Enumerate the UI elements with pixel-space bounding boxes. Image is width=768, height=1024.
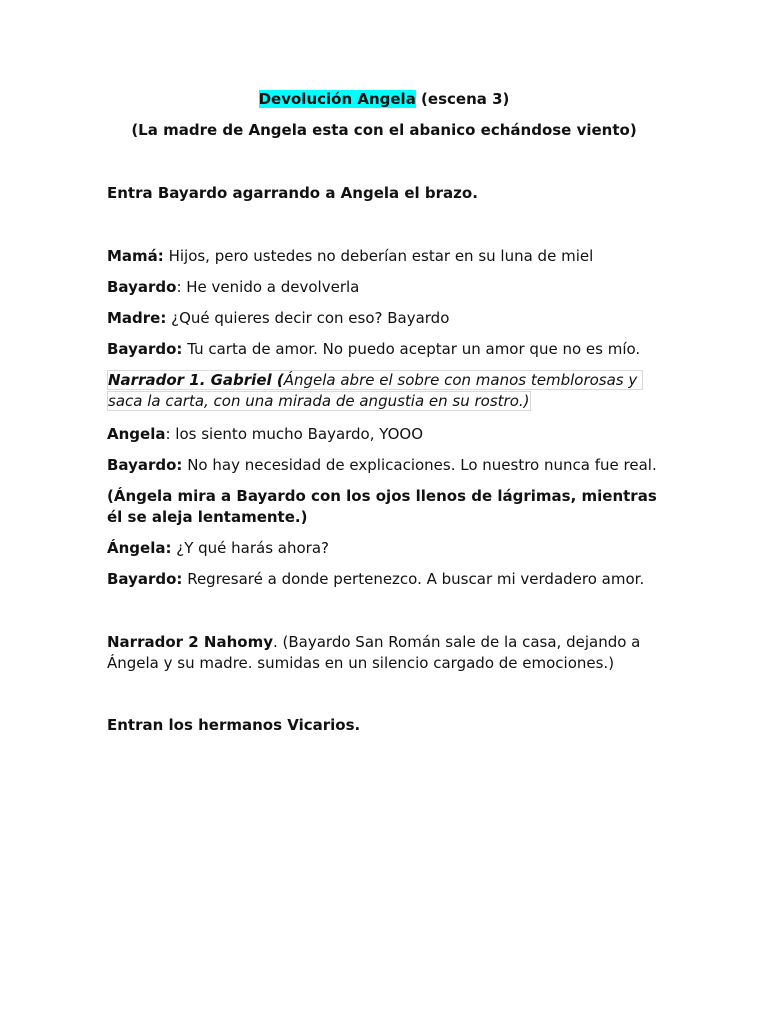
stage-direction-line2: él se aleja lentamente.): [107, 508, 308, 526]
dialogue-text: Regresaré a donde pertenezco. A buscar mi verdadero amor.: [182, 570, 645, 588]
dialogue-line: [107, 277, 667, 298]
speaker-name: Bayardo:: [107, 570, 183, 588]
speaker-name: Bayardo: [107, 278, 177, 296]
dialogue-line: [107, 455, 667, 476]
narrator-1-speaker: Narrador 1. Gabriel (: [108, 371, 284, 389]
dialogue-line: [107, 538, 667, 559]
subtitle: [107, 121, 661, 139]
narrator-1-line1: [107, 370, 643, 390]
page-title: [107, 90, 661, 108]
narrator-2-speaker: Narrador 2 Nahomy: [107, 633, 273, 651]
speaker-name: Bayardo:: [107, 456, 183, 474]
speaker-name: Bayardo:: [107, 340, 183, 358]
title-scene: (escena 3): [415, 90, 510, 108]
dialogue-line: [107, 339, 667, 360]
speaker-name: Madre:: [107, 309, 167, 327]
speaker-name: Mamá:: [107, 247, 164, 265]
speaker-name: Ángela:: [107, 539, 172, 557]
dialogue-line: [107, 569, 667, 590]
narrator-1-text1: Ángela abre el sobre con manos temblorosas y: [283, 371, 638, 389]
dialogue-text: No hay necesidad de explicaciones. Lo nuestro nunca fue real.: [182, 456, 657, 474]
dialogue-text: ¿Qué quieres decir con eso? Bayardo: [166, 309, 450, 327]
stage-direction-enter: [107, 183, 667, 204]
subtitle-text: (La madre de Angela esta con el abanico echándose viento): [131, 121, 637, 139]
dialogue-line: [107, 308, 667, 329]
narrator-2-text2: Ángela y su madre. sumidas en un silencio cargado de emociones.): [107, 654, 615, 672]
dialogue-text: ¿Y qué harás ahora?: [171, 539, 329, 557]
stage-direction-line1: (Ángela mira a Bayardo con los ojos llenos de lágrimas, mientras: [107, 487, 657, 505]
narrator-1-line2: [107, 391, 531, 411]
narrator-2: [107, 632, 667, 674]
stage-direction: [107, 486, 667, 528]
dialogue-text: : los siento mucho Bayardo, YOOO: [165, 425, 424, 443]
narrator-1-text2: saca la carta, con una mirada de angustia en su rostro.): [108, 392, 530, 410]
title-highlighted: Devolución Angela: [258, 90, 416, 108]
dialogue-text: : He venido a devolverla: [176, 278, 360, 296]
dialogue-line: [107, 424, 667, 445]
dialogue-line: [107, 246, 667, 267]
dialogue-text: Tu carta de amor. No puedo aceptar un amor que no es mío.: [182, 340, 641, 358]
narrator-2-text1: . (Bayardo San Román sale de la casa, dejando a: [272, 633, 641, 651]
stage-enter-text: Entra Bayardo agarrando a Angela el brazo.: [107, 184, 478, 202]
stage-direction-enter-brothers: [107, 715, 667, 736]
stage-enter-2-text: Entran los hermanos Vicarios.: [107, 716, 361, 734]
speaker-name: Angela: [107, 425, 166, 443]
dialogue-text: Hijos, pero ustedes no deberían estar en su luna de miel: [163, 247, 594, 265]
narrator-1: [107, 370, 667, 412]
